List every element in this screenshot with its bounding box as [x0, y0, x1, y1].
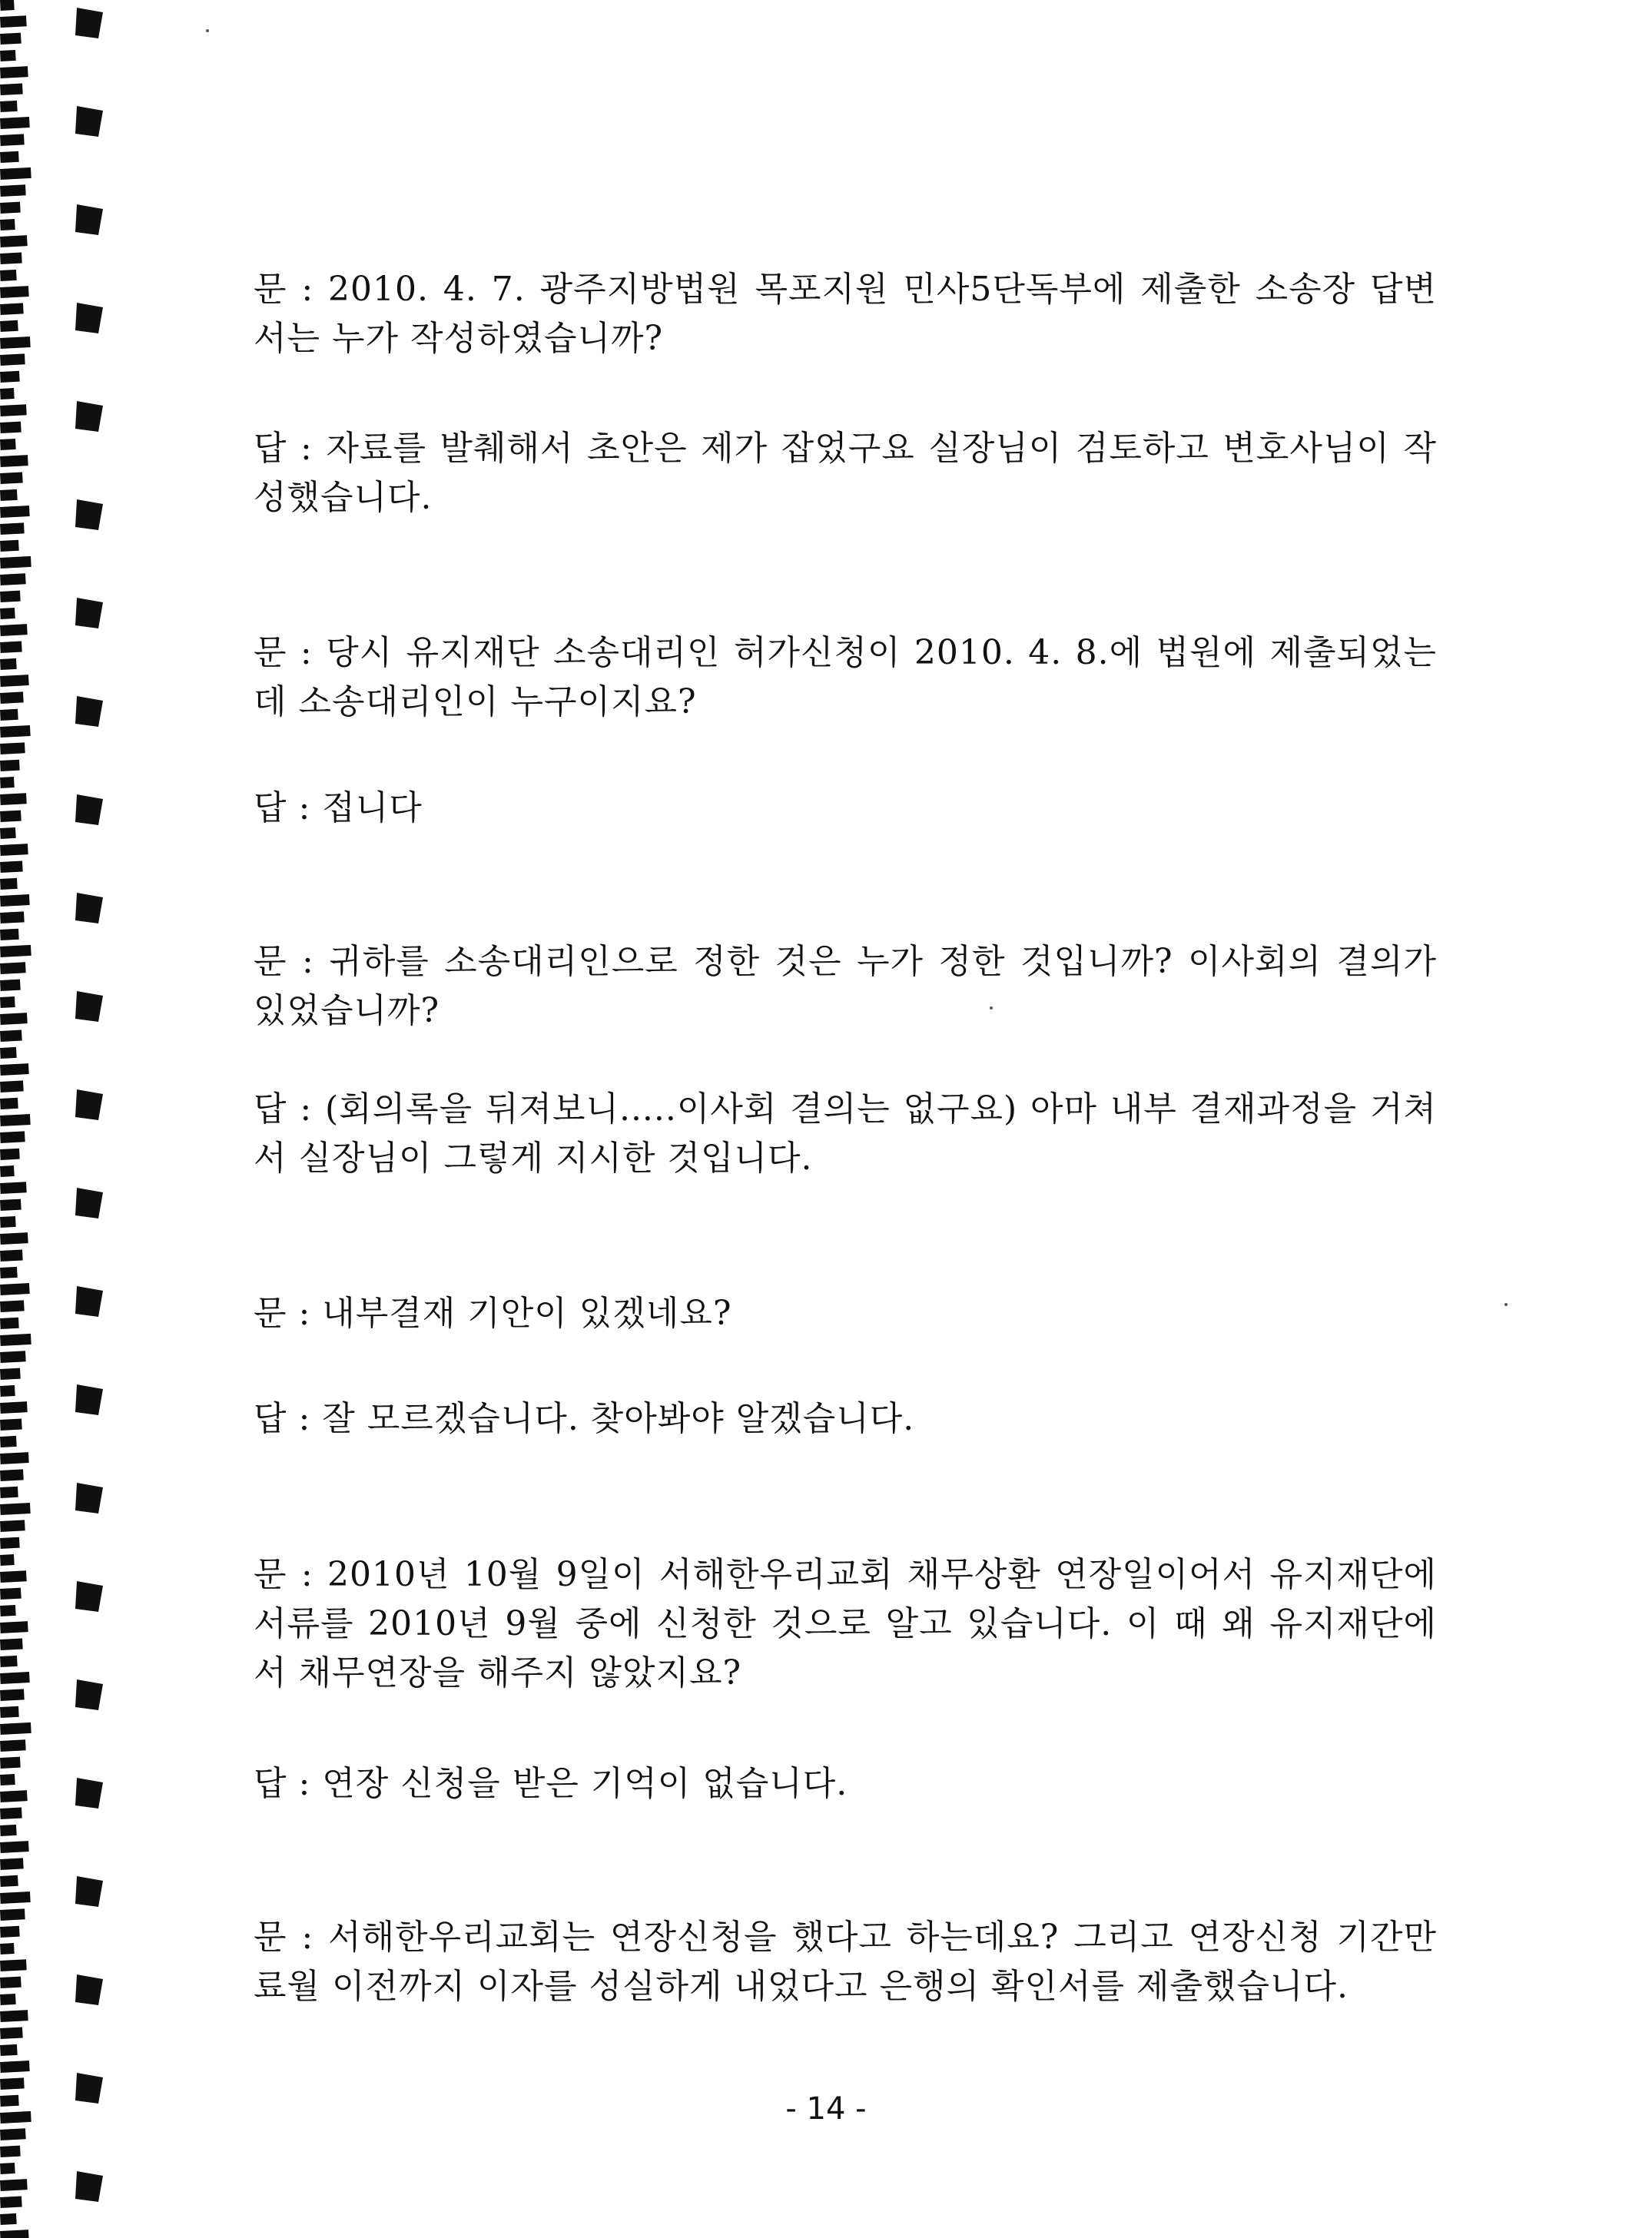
binding-strip	[0, 353, 25, 366]
binding-strip	[0, 691, 24, 704]
binding-strip	[0, 1149, 20, 1160]
question-3: 문 : 귀하를 소송대리인으로 정한 것은 누가 정한 것입니까? 이사회의 결의가 있었습니까?	[254, 942, 1437, 1030]
binding-strip	[0, 1013, 28, 1025]
binding-strip	[0, 1672, 30, 1684]
binding-ring	[75, 1974, 103, 2005]
binding-strip	[0, 1706, 19, 1718]
binding-ring	[75, 598, 103, 628]
binding-strip	[0, 101, 18, 112]
binding-strip	[0, 286, 29, 298]
binding-strip	[0, 1943, 15, 1955]
binding-strip	[0, 2061, 30, 2073]
binding-strip	[0, 2128, 26, 2140]
binding-strip	[0, 1131, 25, 1143]
page-number: - 14 -	[785, 2091, 867, 2127]
binding-strip	[0, 2197, 22, 2208]
binding-strip	[0, 1656, 18, 1667]
binding-strip	[0, 878, 18, 890]
question-2: 문 : 당시 유지재단 소송대리인 허가신청이 2010. 4. 8.에 법원에 제출되었는데 소송대리인이 누구이지요?	[254, 633, 1437, 721]
binding-strip	[0, 2179, 28, 2191]
binding-strip	[0, 2230, 29, 2238]
binding-strip	[0, 1503, 31, 1515]
binding-strip	[0, 608, 15, 619]
binding-strip	[0, 1554, 15, 1566]
binding-strip	[0, 1875, 18, 1887]
binding-strip	[0, 202, 21, 214]
binding-strip	[0, 642, 22, 653]
binding-strip	[0, 134, 25, 146]
binding-strip	[0, 1739, 26, 1752]
scan-speck	[206, 29, 209, 32]
binding-strip	[0, 2146, 21, 2157]
binding-strip	[0, 911, 25, 923]
binding-strip	[0, 337, 31, 349]
qa-11	[254, 1913, 1437, 2011]
binding-ring	[75, 401, 103, 432]
binding-strip	[0, 1419, 22, 1431]
binding-strip	[0, 2010, 28, 2022]
binding-strip	[0, 1283, 30, 1295]
answer-2: 답 : 접니다	[254, 788, 423, 827]
binding-strip	[0, 472, 23, 483]
binding-strip	[0, 422, 22, 433]
binding-ring	[75, 1679, 103, 1710]
binding-strip	[0, 1334, 32, 1346]
qa-4	[254, 784, 1437, 833]
binding-strip	[0, 253, 22, 264]
binding-strip	[0, 33, 22, 45]
answer-1: 답 : 자료를 발췌해서 초안은 제가 잡었구요 실장님이 검토하고 변호사님이 작성했습니다.	[254, 429, 1437, 517]
binding-strip	[0, 1063, 29, 1076]
binding-strip	[0, 522, 25, 535]
binding-strip	[0, 1216, 16, 1228]
binding-strip	[0, 50, 16, 61]
qa-8	[254, 1394, 1437, 1444]
binding-strip	[0, 2213, 17, 2225]
answer-4: 답 : 잘 모르겠습니다. 찾아봐야 알겠습니다.	[254, 1399, 915, 1438]
binding-ring	[75, 794, 103, 825]
binding-ring	[75, 1188, 103, 1218]
binding-strip	[0, 742, 25, 754]
binding-strip	[0, 827, 16, 839]
binding-strip	[0, 1114, 31, 1126]
binding-strip	[0, 624, 28, 636]
binding-strip	[0, 1621, 28, 1633]
binding-ring	[75, 893, 103, 923]
binding-strip	[0, 1351, 26, 1363]
binding-strip	[0, 996, 15, 1008]
binding-strip	[0, 1537, 20, 1549]
binding-strip	[0, 929, 19, 940]
binding-ring	[75, 204, 103, 235]
binding-strip	[0, 962, 26, 974]
binding-strip	[0, 117, 30, 129]
binding-strip	[0, 1452, 29, 1464]
binding-ring	[75, 303, 103, 333]
spiral-binding	[0, 0, 154, 2238]
binding-strip	[0, 1757, 21, 1769]
binding-strip	[0, 235, 28, 247]
qa-1	[254, 265, 1437, 363]
binding-strip	[0, 1722, 32, 1735]
binding-strip	[0, 1436, 17, 1447]
binding-strip	[0, 303, 24, 315]
binding-strip	[0, 1318, 19, 1329]
binding-strip	[0, 1199, 22, 1211]
answer-3: 답 : (회의록을 뒤져보니.....이사회 결의는 없구요) 아마 내부 결재과정을 거쳐서 실장님이 그렇게 지시한 것입니다.	[254, 1089, 1437, 1178]
binding-strip	[0, 404, 27, 416]
binding-strip	[0, 270, 17, 281]
binding-strip	[0, 1520, 25, 1532]
binding-ring	[75, 1089, 103, 1120]
binding-strip	[0, 591, 21, 602]
binding-strip	[0, 894, 30, 907]
binding-strip	[0, 980, 21, 991]
binding-strip	[0, 1232, 28, 1245]
question-6: 문 : 서해한우리교회는 연장신청을 했다고 하는데요? 그리고 연장신청 기간만료월 이전까지 이자를 성실하게 내었다고 은행의 확인서를 제출했습니다.	[254, 1918, 1437, 2006]
binding-strip	[0, 1959, 27, 1971]
binding-strip	[0, 66, 28, 78]
scan-speck	[990, 1006, 993, 1010]
binding-ring	[75, 1483, 103, 1514]
qa-7	[254, 1289, 1437, 1338]
binding-strip	[0, 1825, 17, 1836]
binding-strip	[0, 573, 26, 585]
binding-strip	[0, 777, 15, 788]
binding-strip	[0, 506, 30, 518]
binding-strip	[0, 1182, 27, 1194]
binding-strip	[0, 1908, 25, 1921]
binding-strip	[0, 1385, 15, 1397]
binding-ring	[75, 1876, 103, 1907]
binding-strip	[0, 725, 31, 738]
qa-3	[254, 628, 1437, 727]
binding-strip	[0, 1300, 25, 1312]
binding-ring	[75, 2171, 103, 2202]
binding-strip	[0, 811, 22, 822]
binding-strip	[0, 1790, 28, 1802]
binding-strip	[0, 1098, 18, 1109]
binding-strip	[0, 2027, 23, 2038]
binding-strip	[0, 1165, 15, 1177]
question-5: 문 : 2010년 10월 9일이 서해한우리교회 채무상환 연장일이어서 유지재단에 서류를 2010년 9월 중에 신청한 것으로 알고 있습니다. 이 때 왜 유지재단에서 채무연장을 해주지 않았지요?	[254, 1555, 1437, 1693]
binding-strip	[0, 1469, 24, 1481]
binding-strip	[0, 1689, 25, 1701]
binding-strip	[0, 1926, 20, 1938]
binding-strip	[0, 556, 32, 569]
binding-strip	[0, 1808, 22, 1819]
binding-strip	[0, 1977, 22, 1988]
scan-speck	[1504, 1303, 1508, 1306]
binding-strip	[0, 184, 26, 197]
binding-strip	[0, 83, 23, 94]
binding-strip	[0, 439, 16, 450]
answer-5: 답 : 연장 신청을 받은 기억이 없습니다.	[254, 1764, 848, 1803]
question-4: 문 : 내부결재 기안이 있겠네요?	[254, 1294, 732, 1333]
qa-5	[254, 937, 1437, 1036]
binding-strip	[0, 1267, 18, 1278]
binding-ring	[75, 106, 103, 137]
binding-strip	[0, 1487, 18, 1498]
binding-strip	[0, 151, 19, 163]
binding-strip	[0, 1774, 15, 1785]
binding-strip	[0, 1047, 17, 1059]
binding-ring	[75, 1286, 103, 1317]
binding-strip	[0, 1570, 27, 1583]
binding-strip	[0, 2044, 18, 2056]
binding-ring	[75, 1778, 103, 1809]
binding-ring	[75, 499, 103, 530]
binding-strip	[0, 1588, 22, 1600]
binding-strip	[0, 675, 29, 687]
binding-strip	[0, 455, 28, 467]
binding-strip	[0, 2077, 25, 2090]
binding-strip	[0, 371, 20, 383]
binding-strip	[0, 15, 27, 28]
binding-ring	[75, 991, 103, 1022]
binding-ring	[75, 8, 103, 38]
binding-strip	[0, 1858, 24, 1870]
binding-strip	[0, 1401, 28, 1414]
binding-strip	[0, 1030, 22, 1042]
qa-2	[254, 424, 1437, 522]
binding-ring	[75, 1384, 103, 1415]
binding-strip	[0, 1080, 24, 1092]
qa-9	[254, 1550, 1437, 1698]
binding-strip	[0, 320, 18, 332]
qa-10	[254, 1759, 1437, 1809]
binding-strip	[0, 658, 17, 670]
binding-strip	[0, 0, 15, 11]
binding-strip	[0, 540, 19, 552]
binding-strip	[0, 489, 18, 501]
binding-strip	[0, 860, 23, 872]
binding-strip	[0, 760, 20, 771]
binding-strip	[0, 793, 27, 805]
binding-strip	[0, 2163, 15, 2174]
binding-strip	[0, 1994, 16, 2005]
binding-strip	[0, 844, 28, 856]
question-1: 문 : 2010. 4. 7. 광주지방법원 목포지원 민사5단독부에 제출한 소송장 답변서는 누가 작성하였습니까?	[254, 270, 1437, 358]
binding-strip	[0, 1841, 29, 1853]
binding-strip	[0, 388, 15, 400]
binding-ring	[75, 696, 103, 727]
binding-strip	[0, 1368, 21, 1380]
binding-strip	[0, 1892, 31, 1904]
binding-strip	[0, 167, 32, 180]
binding-strip	[0, 1249, 23, 1261]
qa-6	[254, 1085, 1437, 1183]
binding-strip	[0, 219, 15, 230]
binding-strip	[0, 709, 18, 721]
binding-strip	[0, 1638, 23, 1649]
binding-strip	[0, 945, 32, 957]
binding-strip	[0, 1605, 16, 1616]
binding-ring	[75, 1581, 103, 1612]
